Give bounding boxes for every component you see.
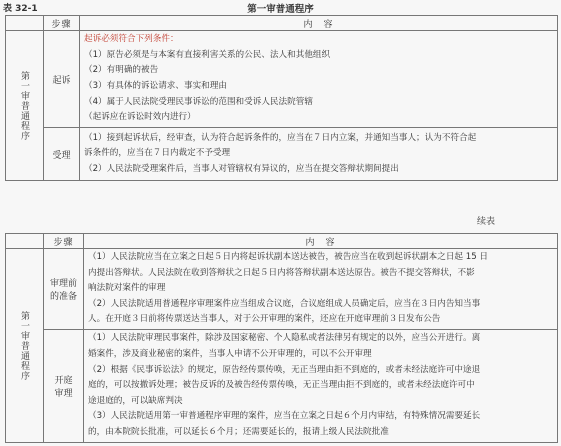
content-line: 途退庭的，可以缺席判决 [88, 395, 183, 406]
content-line: 起诉必须符合下列条件： [84, 34, 179, 45]
stage-cell [6, 31, 44, 181]
continued-label: 续表 [477, 217, 496, 227]
header-blank [6, 16, 44, 31]
table-number: 表 32-1 [3, 4, 38, 14]
content-line: （1）原告必须是与本案有直接利害关系的公民、法人和其他组织 [84, 49, 331, 60]
content-line: （2）人民法院适用普通程序审理案件应当组成合议庭，合议庭组成人员确定后，应当在３日内告知当事 [88, 298, 481, 309]
content-cell [84, 330, 558, 443]
content-line: 婚案件，涉及商业秘密的案件，当事人申请不公开审理的，可以不公开审理 [88, 349, 372, 360]
table-title: 第一审普通程序 [247, 4, 314, 15]
content-line: 庭的，可以按撤诉处理；被告反诉的及被告经传票传唤，无正当理由拒不到庭的，或者未经法庭许可中 [88, 380, 475, 391]
table-row [6, 330, 558, 443]
step-line: 的准备 [49, 292, 77, 302]
content-line: （2）有明确的被告 [84, 65, 159, 76]
content-line: 诉条件的，应当在７日内裁定不予受理 [84, 148, 231, 159]
content-line: 内提出答辩状。人民法院在收到答辩状之日起５日内将答辩状副本送达原告。被告不提交答辩状，不影 [88, 267, 475, 278]
step-cell: 受理 [44, 128, 80, 181]
content-line: （2）根据《民事诉讼法》的规定，原告经传票传唤，无正当理由拒不到庭的，或者未经法庭许可中途退 [88, 364, 481, 375]
stage-label: 第一审普通程序 [19, 70, 29, 141]
step-line: 开庭 [54, 376, 73, 386]
step-line: 审理 [54, 389, 73, 399]
header-blank [6, 234, 44, 249]
table-header-row [6, 16, 558, 31]
header-step: 步骤 [44, 16, 80, 31]
content-cell [80, 31, 558, 128]
header-content: 内 容 [84, 234, 558, 249]
procedure-table-1 [5, 15, 558, 181]
content-line: （2）人民法院受理案件后，当事人对管辖权有异议的，应当在提交答辩状期间提出 [84, 163, 399, 174]
stage-cell [6, 249, 44, 443]
content-line: （3）有具体的诉讼请求、事实和理由 [84, 81, 227, 91]
stage-label: 第一审普通程序 [19, 310, 29, 381]
content-line: 人。在开庭３日前将传票送达当事人，对于公开审理的案件，还应在开庭审理前３日发布公告 [88, 314, 441, 325]
step-cell: 起诉 [44, 31, 80, 128]
table-header-row [6, 234, 558, 249]
content-line: （1）接到起诉状后，经审查，认为符合起诉条件的，应当在７日内立案，并通知当事人；认为不符合起 [84, 132, 477, 143]
step-cell [44, 249, 84, 330]
content-cell [84, 249, 558, 330]
procedure-table-2 [5, 233, 558, 443]
content-line: （4）属于人民法院受理民事诉讼的范围和受诉人民法院管辖 [84, 96, 313, 107]
step-line: 审理前 [49, 279, 77, 289]
step-cell [44, 330, 84, 443]
content-line: （1）人民法院审理民事案件，除涉及国家秘密、个人隐私或者法律另有规定的以外，应当公开进行。离 [88, 333, 481, 344]
content-line: （起诉应在诉讼时效内进行） [84, 112, 196, 123]
content-line: 的，由本院院长批准，可以延长６个月；还需要延长的，报请上级人民法院批准 [88, 426, 389, 437]
header-step: 步骤 [44, 234, 84, 249]
content-line: 响法院对案件的审理 [88, 283, 166, 294]
content-cell [80, 128, 558, 181]
header-content: 内 容 [80, 16, 558, 31]
content-line: （1）人民法院应当在立案之日起５日内将起诉状副本送达被告，被告应当在收到起诉状副本之日起 15 日 [88, 252, 488, 263]
table-row [6, 31, 558, 128]
table-row [6, 249, 558, 330]
table-row [6, 128, 558, 181]
content-line: （3）人民法院适用第一审普通程序审理的案件，应当在立案之日起６个月内审结，有特殊情况需要延长 [88, 411, 481, 422]
table-caption [3, 1, 558, 13]
